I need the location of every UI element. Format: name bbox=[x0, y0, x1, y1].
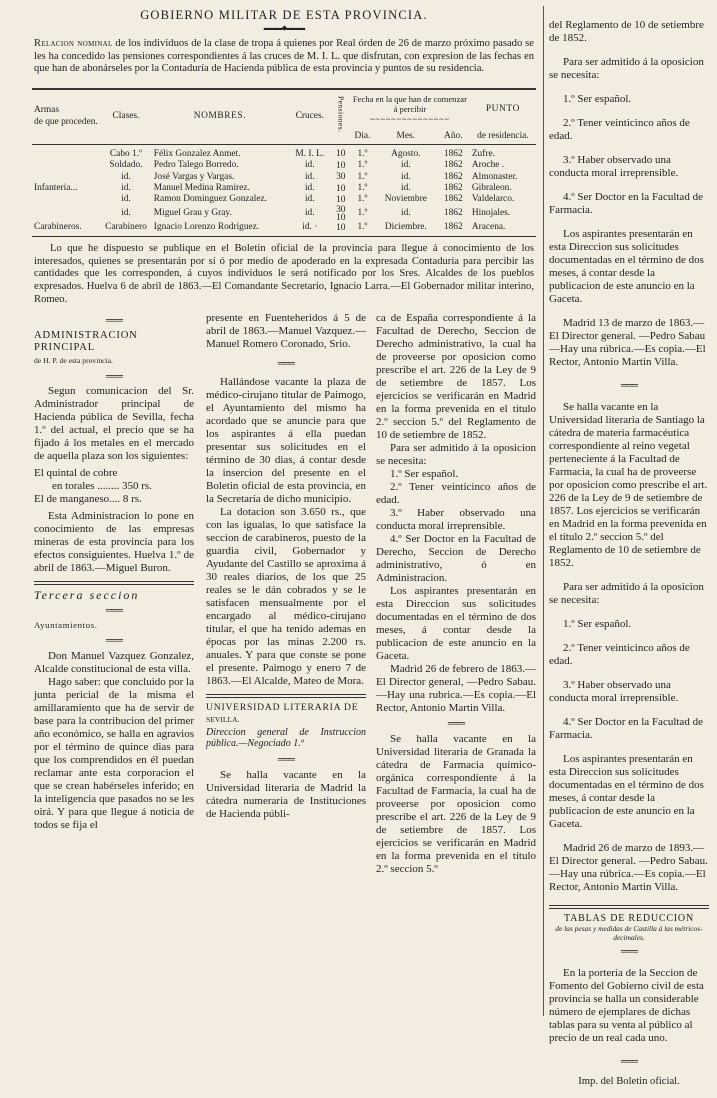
requirement-4: 4.º Ser Doctor en la Facultad de Farmacia. bbox=[549, 716, 703, 741]
dia-cell: 1.º bbox=[357, 194, 368, 205]
title-ornament: ▬▬▬◆▬▬▬ bbox=[263, 24, 305, 32]
mes-cell: Noviembre bbox=[384, 194, 427, 205]
pension-cell: 10 bbox=[336, 222, 346, 233]
dia-cell: 1.º bbox=[357, 160, 368, 171]
table-row bbox=[32, 206, 536, 222]
nombre-cell: Manuel Medina Ramirez. bbox=[153, 183, 250, 193]
col-header-ano: Año. bbox=[444, 130, 463, 141]
nombre-cell: Félix Gonzalez Anmet. bbox=[153, 148, 241, 159]
paimogo-salary: La dotacion son 3.650 rs., que con las igualas, lo que satisface la seccion de carabineros, puesto de la guardia civil, Gobernador y Ayudante del Castillo se aproxima á 30 reales diarios, de los que 25 reales se le dán cobrados y se le satisfacen mensualmente por el encargado al médico-cirujano titular, el que ha tenido ademas en épocas por las minas 2.200 rs. anuales. Y para que conste se pone el presente. Paimogo y enero 7 de 1863.—El Alcalde, Mateo de Mora. bbox=[206, 505, 366, 687]
pension-cell: 30 10 bbox=[336, 204, 346, 223]
punto-cell: Hinojales. bbox=[471, 208, 511, 219]
ano-cell: 1862 bbox=[443, 160, 463, 171]
col-header-armas: Armas de que proceden. bbox=[32, 89, 100, 145]
requirement-4: 4.º Ser Doctor en la Facultad de Derecho, Seccion de Derecho administrativo, ó en Administracion. bbox=[376, 533, 536, 585]
col-header-pensiones: Pensiones. bbox=[336, 96, 346, 133]
punto-cell: Valdelarco. bbox=[471, 194, 515, 205]
col-header-residencia: de residencia. bbox=[477, 130, 529, 141]
separator: ═══ bbox=[620, 1056, 638, 1066]
right-column bbox=[549, 8, 709, 1098]
table-body bbox=[32, 149, 536, 233]
requirement-2: 2.º Tener veinticinco años de edad. bbox=[549, 117, 690, 142]
requirement-1: 1.º Ser español. bbox=[563, 93, 632, 105]
left-main-block bbox=[32, 8, 536, 952]
ano-cell: 1862 bbox=[443, 221, 463, 232]
clase-cell: id. bbox=[121, 194, 131, 205]
separator: ═══ bbox=[277, 753, 295, 764]
fuenteheridos-close: presente en Fuenteheridos á 5 de abril de 1863.—Manuel Vazquez.—Manuel Romero Coronado, Srio. bbox=[206, 312, 366, 351]
separator: ═══ bbox=[105, 604, 123, 615]
clase-cell: id. bbox=[121, 183, 131, 193]
fecha-wave: ~~~~~~~~~~~~~~~ bbox=[369, 115, 450, 124]
requirement-4: 4.º Ser Doctor en la Facultad de Farmacia. bbox=[549, 191, 703, 216]
aspirants-text: Los aspirantes presentarán en esta Direccion sus solicitudes documentadas en el término de dos meses, á contar desde la publicacion de este anuncio en la Gaceta. bbox=[376, 585, 536, 663]
punto-cell: Aracena. bbox=[471, 221, 506, 232]
column-3 bbox=[376, 312, 536, 876]
arma-cell bbox=[32, 172, 100, 183]
nombre-cell: Miguel Grau y Gray. bbox=[153, 208, 232, 219]
madrid-signature: Madrid 26 de febrero de 1863.—El Director general, —Pedro Sabau.—Hay una rubrica.—Es copia.—El Rector, Antonio Martin Villa. bbox=[376, 663, 536, 715]
pension-cell: 10 bbox=[336, 195, 346, 206]
tablas-text: En la portería de la Seccion de Fomento del Gobierno civil de esta provincia se halla un considerable número de ejemplares de dichas tablas para su venta al público al precio de un real cada uno. bbox=[549, 967, 704, 1044]
table-row bbox=[32, 172, 536, 183]
clase-cell: Soldado. bbox=[109, 160, 143, 171]
col-header-dia: Dia. bbox=[354, 130, 371, 141]
column-2 bbox=[206, 312, 366, 820]
table-row bbox=[32, 194, 536, 205]
three-columns bbox=[32, 312, 536, 952]
cruz-cell: id. bbox=[304, 171, 315, 182]
punto-cell: Aroche . bbox=[471, 160, 505, 171]
separator: ═══ bbox=[447, 718, 465, 729]
col-header-punto: PUNTO bbox=[470, 89, 536, 129]
punto-cell: Gibraleon. bbox=[471, 183, 512, 193]
col-header-nombres: NOMBRES. bbox=[152, 89, 288, 145]
fecha-label: Fecha en la que han de comenzar á percibir bbox=[352, 94, 467, 114]
cruz-cell: id. bbox=[304, 160, 315, 171]
arma-cell bbox=[32, 149, 100, 160]
alcalde-intro: Don Manuel Vazquez Gonzalez, Alcalde constitucional de esta villa. bbox=[34, 649, 194, 675]
separator: ═══ bbox=[105, 634, 123, 645]
separator: ═══ bbox=[620, 946, 638, 956]
madrid-signature: Madrid 13 de marzo de 1863.—El Director general. —Pedro Sabau —Hay una rúbrica.—Es copia.—El Rector, Antonio Martin Villa. bbox=[549, 317, 706, 368]
dia-cell: 1.º bbox=[357, 208, 368, 219]
arma-cell: Infanteria... bbox=[34, 183, 78, 193]
admin-heading: ADMINISTRACION PRINCIPAL bbox=[34, 329, 138, 354]
requirement-2: 2.º Tener veinticinco años de edad. bbox=[376, 481, 536, 507]
dia-cell: 1.º bbox=[357, 148, 368, 159]
printer-imprint: Imp. del Boletin oficial. bbox=[578, 1076, 680, 1087]
requirement-1: 1.º Ser español. bbox=[563, 618, 632, 630]
arma-cell bbox=[32, 194, 100, 205]
col-header-cruces: Cruces. bbox=[288, 89, 331, 145]
price-copper-value: en torales ........ 350 rs. bbox=[52, 480, 152, 493]
separator: ═══ bbox=[277, 358, 295, 369]
table-row bbox=[32, 160, 536, 171]
granada-cont: del Reglamento de 10 de setiembre de 1852. bbox=[549, 19, 704, 44]
dia-cell: 1.º bbox=[357, 171, 368, 182]
mes-cell: id. bbox=[400, 160, 411, 171]
section-heading: Tercera seccion bbox=[34, 588, 140, 603]
dia-cell: 1.º bbox=[357, 183, 368, 193]
nombre-cell: Pedro Talego Borredo. bbox=[153, 160, 239, 171]
section-rule bbox=[549, 905, 709, 909]
arma-cell: Carabineros. bbox=[34, 221, 82, 232]
requirements-intro: Para ser admitido á la oposicion se necesita: bbox=[549, 56, 704, 81]
arma-cell bbox=[32, 206, 100, 222]
table-row bbox=[32, 149, 536, 160]
ano-cell: 1862 bbox=[443, 171, 463, 182]
paimogo-notice: Hallándose vacante la plaza de médico-cirujano titular de Paimogo, el Ayuntamiento del mismo ha acordado que se anuncie para que los aspirantes á ella puedan presentar sus solicitudes en el término de 30 dias, á contar desde la insercion del presente en el Boletin oficial de esta provincia, en la Secretaría de dicho municipio. bbox=[206, 375, 366, 505]
clase-cell: id. bbox=[121, 171, 131, 182]
mes-cell: id. bbox=[400, 171, 411, 182]
column-divider bbox=[543, 6, 544, 1016]
nombre-cell: Ramon Dominguez Gonzalez. bbox=[153, 194, 268, 205]
requirements-intro: Para ser admitido á la oposicion se necesita: bbox=[376, 442, 536, 468]
university-city: SEVILLA. bbox=[206, 715, 240, 725]
ano-cell: 1862 bbox=[443, 148, 463, 159]
separator: ═══ bbox=[105, 315, 123, 326]
admin-closing: Esta Administracion lo pone en conocimiento de las empresas mineras de esta provincia para los efectos consiguientes. Huelva 1.º de abril de 1863.—Miguel Buron. bbox=[34, 510, 194, 575]
pension-cell: 10 bbox=[336, 160, 346, 171]
price-manganese: El de manganeso.... 8 rs. bbox=[34, 493, 142, 506]
madrid-vacancy: Se halla vacante en la Universidad literaria de Madrid la cátedra numeraria de Instituciones de Hacienda públi- bbox=[206, 768, 366, 820]
clase-cell: Cabo 1.º bbox=[109, 148, 142, 159]
cruz-cell: id. · bbox=[302, 221, 318, 232]
section-rule bbox=[206, 694, 366, 698]
punto-cell: Almonaster. bbox=[471, 171, 518, 182]
section-rule bbox=[34, 581, 194, 585]
direccion-line: Direccion general de Instruccion pública.—Negociado 1.º bbox=[206, 726, 366, 749]
mes-cell: id. bbox=[400, 183, 411, 193]
table-note: Lo que he dispuesto se publique en el Boletin oficial de la provincia para llegue á conocimiento de los interesados, quienes se presentarán por sí ó por medio de apoderado en la expresada Contaduría para percibir las cantidades que les corresponden, á cuyos individuos le será notificado por los Sres. Alcaldes de los pueblos expresados. Huelva 6 de abril de 1863.—El Comandante Secretario, Ignacio Larra.—El Gobernador militar interino, Romeo. bbox=[34, 243, 534, 305]
requirement-3: 3.º Haber observado una conducta moral irreprensible. bbox=[549, 679, 679, 704]
pensions-table bbox=[32, 88, 536, 237]
intro-text: de los individuos de la clase de tropa á quienes por Real órden de 26 de marzo próximo pasado se les ha concedido las pensiones correspondientes á las cruces de M. I. L. que disfrutan, con expresion de las fechas en que han de abonárseles por la Contaduría de Hacienda pública de esta provincia y puntos de su residencia. bbox=[34, 38, 534, 75]
ano-cell: 1862 bbox=[443, 208, 463, 219]
mes-cell: id. bbox=[400, 208, 411, 219]
nombre-cell: José Vargas y Vargas. bbox=[153, 171, 235, 182]
table-row bbox=[32, 183, 536, 194]
arma-cell bbox=[32, 160, 100, 171]
tablas-subheading: de las pesas y medidas de Castilla á las métricos-decimales. bbox=[555, 924, 703, 942]
col-header-clases: Clases. bbox=[100, 89, 152, 145]
clase-cell: id. bbox=[121, 208, 131, 219]
admin-subheading: de H. P. de esta provincia. bbox=[34, 355, 113, 365]
table-row bbox=[32, 222, 536, 233]
santiago-vacancy: Se halla vacante en la Universidad literaria de Santiago la cátedra de materia farmacéutica correspondiente al reino vegetal perteneciente á la Facultad de Farmacia, la cual ha de proveerse por oposicion como prescribe el art. 226 de la Ley de 9 de setiembre de 1857. Los ejercicios se verificarán en Madrid en la forma prevenida en el título 2.º seccion 5.º del Reglamento de 10 de setiembre de 1852. bbox=[549, 401, 708, 569]
admin-paragraph: Segun comunicacion del Sr. Administrador principal de Hacienda pública de Sevilla, fecha 1.º del actual, el precio que se ha fijado á los metales en el mercado de aquella plaza son los siguientes: bbox=[34, 385, 194, 463]
clase-cell: Carabinero bbox=[105, 221, 147, 232]
pension-cell: 30 bbox=[336, 172, 346, 183]
requirements-intro: Para ser admitido á la oposicion se necesita: bbox=[549, 581, 704, 606]
price-copper: El quintal de cobre bbox=[34, 467, 118, 480]
mes-cell: Agosto. bbox=[391, 148, 421, 159]
col-header-mes: Mes. bbox=[396, 130, 416, 141]
punto-cell: Zufre. bbox=[471, 148, 495, 159]
cruz-cell: id. bbox=[304, 208, 315, 219]
madrid-vacancy-cont: ca de España correspondiente á la Facultad de Derecho, Seccion de Derecho administrativo, la cual ha de proveerse por oposicion como prescribe el art. 226 de la Ley de 9 de setiembre de 1857. Los ejercicios se verificarán en Madrid en la forma prevenida en el título 2.º seccion 5.º del Reglamento de 10 de setiembre de 1852. bbox=[376, 312, 536, 442]
aspirants-text: Los aspirantes presentarán en esta Direccion sus solicitudes documentadas en el término de dos meses, á contar desde la publicacion de este anuncio en la Gaceta. bbox=[549, 228, 704, 305]
ano-cell: 1862 bbox=[443, 183, 463, 193]
page-title: GOBIERNO MILITAR DE ESTA PROVINCIA. bbox=[140, 8, 428, 22]
tablas-heading: TABLAS DE REDUCCION bbox=[564, 913, 694, 924]
requirement-3: 3.º Haber observado una conducta moral irreprensible. bbox=[376, 507, 536, 533]
granada-vacancy: Se halla vacante en la Universidad literaria de Granada la cátedra de Farmacia químico-orgánica correspondiente á la Facultad de Farmacia, la cual ha de proveerse por oposicion como prescribe el art. 226 de la Ley de 9 de setiembre de 1857. Los ejercicios se verificarán en Madrid en la forma prevenida en el título 2.º seccion 5.º bbox=[376, 732, 536, 875]
requirement-2: 2.º Tener veinticinco años de edad. bbox=[549, 642, 690, 667]
intro-lead: Relacion nominal bbox=[34, 38, 113, 49]
ano-cell: 1862 bbox=[443, 194, 463, 205]
column-1 bbox=[34, 312, 194, 831]
aspirants-text: Los aspirantes presentarán en esta Direccion sus solicitudes documentadas en el término de dos meses, á contar desde la publicacion de este anuncio en la Gaceta. bbox=[549, 753, 704, 830]
requirement-1: 1.º Ser español. bbox=[390, 468, 459, 481]
cruz-cell: M. I. L. bbox=[295, 148, 325, 159]
pension-cell: 10 bbox=[336, 183, 346, 194]
cruz-cell: id. bbox=[304, 194, 315, 205]
university-heading: UNIVERSIDAD LITERARIA DE bbox=[206, 701, 359, 713]
alcalde-text: Hago saber: que concluido por la junta pericial de la misma el amillaramiento que ha de servir de base para la contribucion del primer año económico, se halla en agravios por el término de quince dias para que los comprendidos en él puedan reclamar ante esta corporacion el que se crean habérseles inferido; en la inteligencia que pasados no se les oirá. Y para que llegue á noticia de todos se fija el bbox=[34, 675, 194, 831]
madrid-signature: Madrid 26 de marzo de 1893.—El Director general. —Pedro Sabau.—Hay una rúbrica.—Es copia.—El Rector, Antonio Martin Villa. bbox=[549, 842, 708, 893]
cruz-cell: id. bbox=[304, 183, 315, 193]
separator: ═══ bbox=[105, 370, 123, 381]
ayuntamientos-heading: Ayuntamientos. bbox=[34, 620, 98, 631]
pension-cell: 10 bbox=[336, 149, 346, 160]
separator: ═══ bbox=[620, 380, 638, 390]
dia-cell: 1.º bbox=[357, 221, 368, 232]
col-header-fecha bbox=[350, 89, 470, 129]
mes-cell: Diciembre. bbox=[384, 221, 427, 232]
intro-paragraph bbox=[34, 38, 534, 76]
requirement-3: 3.º Haber observado una conducta moral irreprensible. bbox=[549, 154, 679, 179]
nombre-cell: Ignacio Lorenzo Rodriguez. bbox=[153, 221, 260, 232]
